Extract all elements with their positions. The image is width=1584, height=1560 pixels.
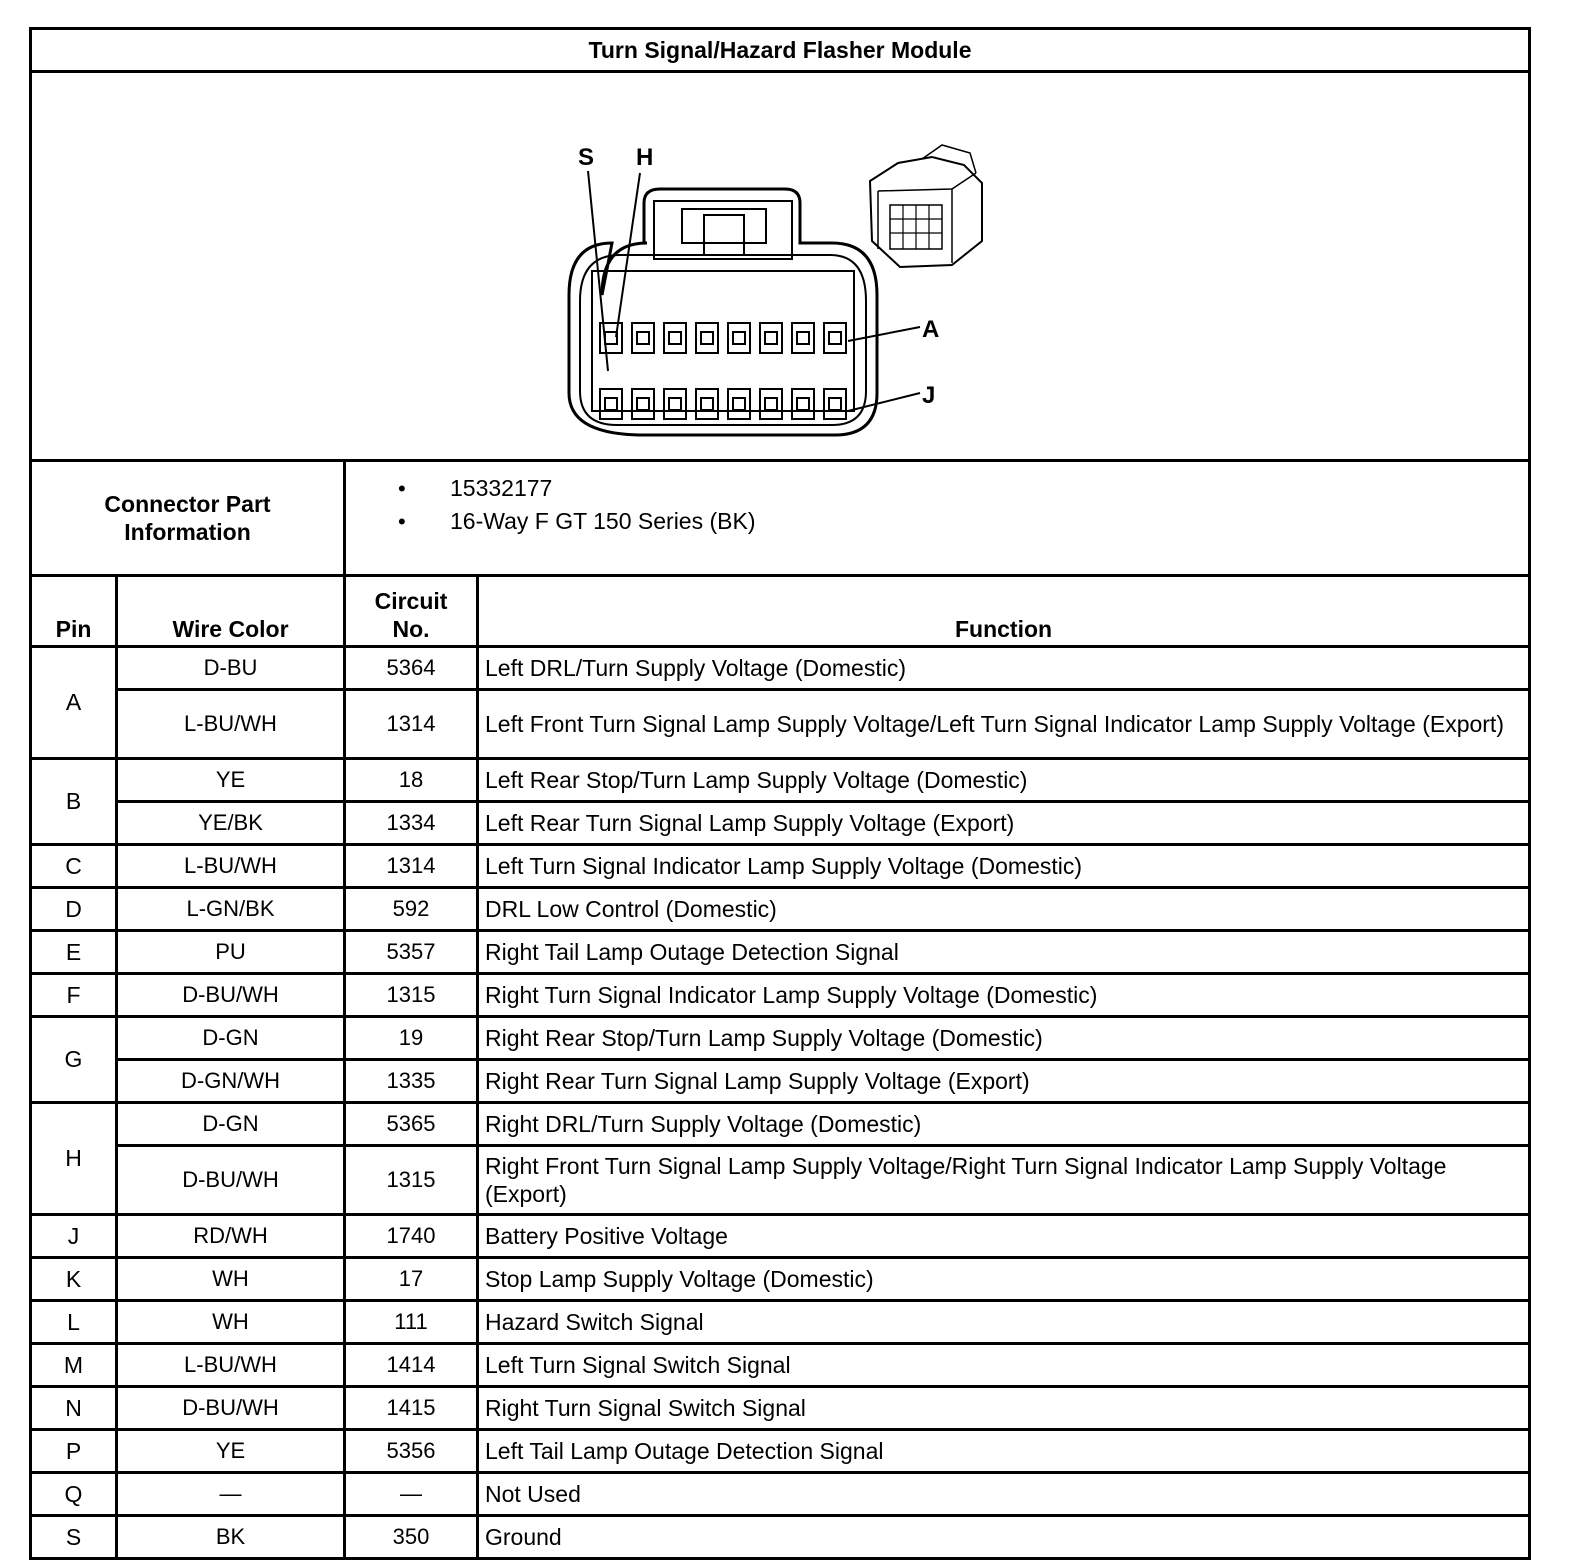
- circuit-cell: 5357: [345, 931, 478, 974]
- cavity-terminal-2-1: [605, 398, 617, 410]
- wire-color-cell: WH: [117, 1258, 345, 1301]
- table-row: [31, 759, 1530, 802]
- cavity-2-4: [696, 389, 718, 419]
- cavity-1-5: [728, 323, 750, 353]
- circuit-cell: 5356: [345, 1430, 478, 1473]
- table-row: [31, 888, 1530, 931]
- circuit-cell: —: [345, 1473, 478, 1516]
- pin-cell: G: [31, 1017, 117, 1103]
- table-row: [31, 1516, 1530, 1559]
- function-cell: DRL Low Control (Domestic): [478, 888, 1530, 931]
- connector-part-label-line2: Information: [124, 519, 251, 545]
- wire-color-cell: YE/BK: [117, 802, 345, 845]
- wire-color-cell: YE: [117, 1430, 345, 1473]
- function-cell: Right Front Turn Signal Lamp Supply Voltage/Right Turn Signal Indicator Lamp Supply Voltage (Export): [478, 1146, 1530, 1215]
- table-row: [31, 690, 1530, 759]
- cavity-2-2: [632, 389, 654, 419]
- cavity-2-5: [728, 389, 750, 419]
- pin-cell: S: [31, 1516, 117, 1559]
- page-title: Turn Signal/Hazard Flasher Module: [31, 29, 1530, 72]
- cavity-2-6: [760, 389, 782, 419]
- table-row: [31, 1060, 1530, 1103]
- circuit-cell: 19: [345, 1017, 478, 1060]
- cavity-1-3: [664, 323, 686, 353]
- header-pin: Pin: [31, 576, 117, 647]
- pin-label-s: S: [578, 144, 595, 171]
- connector-drawing: [32, 73, 1525, 459]
- cavity-2-8: [824, 389, 846, 419]
- circuit-cell: 1415: [345, 1387, 478, 1430]
- header-circuit-line2: No.: [392, 616, 430, 642]
- circuit-cell: 1740: [345, 1215, 478, 1258]
- circuit-cell: 1315: [345, 974, 478, 1017]
- cavity-1-8: [824, 323, 846, 353]
- wire-color-cell: D-BU/WH: [117, 1387, 345, 1430]
- pin-cell: N: [31, 1387, 117, 1430]
- pin-label-j: J: [922, 382, 936, 409]
- wire-color-cell: L-BU/WH: [117, 1344, 345, 1387]
- function-cell: Right Turn Signal Switch Signal: [478, 1387, 1530, 1430]
- connector-thumbnail: [870, 157, 982, 267]
- table-row: [31, 845, 1530, 888]
- function-cell: Left Tail Lamp Outage Detection Signal: [478, 1430, 1530, 1473]
- wire-color-cell: BK: [117, 1516, 345, 1559]
- circuit-cell: 1334: [345, 802, 478, 845]
- function-cell: Hazard Switch Signal: [478, 1301, 1530, 1344]
- table-row: [31, 1215, 1530, 1258]
- function-cell: Left Rear Turn Signal Lamp Supply Voltage (Export): [478, 802, 1530, 845]
- wire-color-cell: D-BU/WH: [117, 974, 345, 1017]
- header-function: Function: [478, 576, 1530, 647]
- leader-line-a: [848, 327, 920, 341]
- circuit-cell: 1315: [345, 1146, 478, 1215]
- wire-color-cell: RD/WH: [117, 1215, 345, 1258]
- wire-color-cell: PU: [117, 931, 345, 974]
- pin-cell: L: [31, 1301, 117, 1344]
- connector-part-label-line1: Connector Part: [104, 491, 271, 517]
- table-row: [31, 1344, 1530, 1387]
- pin-label-a: A: [922, 316, 940, 343]
- cavity-2-3: [664, 389, 686, 419]
- circuit-cell: 111: [345, 1301, 478, 1344]
- circuit-cell: 1314: [345, 845, 478, 888]
- wire-color-cell: D-BU: [117, 647, 345, 690]
- table-row: [31, 1387, 1530, 1430]
- table-row: [31, 1301, 1530, 1344]
- function-cell: Right Turn Signal Indicator Lamp Supply Voltage (Domestic): [478, 974, 1530, 1017]
- cavity-terminal-1-8: [829, 332, 841, 344]
- function-cell: Right DRL/Turn Supply Voltage (Domestic): [478, 1103, 1530, 1146]
- function-cell: Left Rear Stop/Turn Lamp Supply Voltage (Domestic): [478, 759, 1530, 802]
- function-cell: Left Turn Signal Indicator Lamp Supply Voltage (Domestic): [478, 845, 1530, 888]
- cavity-2-7: [792, 389, 814, 419]
- function-cell: Stop Lamp Supply Voltage (Domestic): [478, 1258, 1530, 1301]
- cavity-terminal-2-3: [669, 398, 681, 410]
- cavity-1-2: [632, 323, 654, 353]
- wire-color-cell: YE: [117, 759, 345, 802]
- function-cell: Right Rear Turn Signal Lamp Supply Voltage (Export): [478, 1060, 1530, 1103]
- cavity-terminal-2-5: [733, 398, 745, 410]
- pin-cell: M: [31, 1344, 117, 1387]
- connector-part-number: • 15332177: [398, 472, 1528, 505]
- circuit-cell: 1314: [345, 690, 478, 759]
- table-row: [31, 1258, 1530, 1301]
- wire-color-cell: D-GN: [117, 1103, 345, 1146]
- pin-cell: D: [31, 888, 117, 931]
- wire-color-cell: L-GN/BK: [117, 888, 345, 931]
- cavity-terminal-1-5: [733, 332, 745, 344]
- cavity-terminal-1-3: [669, 332, 681, 344]
- cavity-1-4: [696, 323, 718, 353]
- wire-color-cell: —: [117, 1473, 345, 1516]
- circuit-cell: 5364: [345, 647, 478, 690]
- connector-part-info: [345, 461, 1530, 576]
- table-row: [31, 931, 1530, 974]
- table-row: [31, 1473, 1530, 1516]
- cavity-terminal-2-7: [797, 398, 809, 410]
- pin-cell: K: [31, 1258, 117, 1301]
- wire-color-cell: L-BU/WH: [117, 845, 345, 888]
- cavity-terminal-1-4: [701, 332, 713, 344]
- wire-color-cell: D-GN: [117, 1017, 345, 1060]
- header-wire-color: Wire Color: [117, 576, 345, 647]
- table-row: [31, 974, 1530, 1017]
- pin-cell: E: [31, 931, 117, 974]
- table-row: [31, 647, 1530, 690]
- circuit-cell: 17: [345, 1258, 478, 1301]
- pin-cell: H: [31, 1103, 117, 1215]
- function-cell: Left Turn Signal Switch Signal: [478, 1344, 1530, 1387]
- function-cell: Left Front Turn Signal Lamp Supply Voltage/Left Turn Signal Indicator Lamp Supply Voltage (Export): [478, 690, 1530, 759]
- function-cell: Right Rear Stop/Turn Lamp Supply Voltage (Domestic): [478, 1017, 1530, 1060]
- circuit-cell: 350: [345, 1516, 478, 1559]
- connector-part-label: [31, 461, 345, 576]
- connector-part-description: • 16-Way F GT 150 Series (BK): [398, 505, 1528, 538]
- cavity-terminal-1-2: [637, 332, 649, 344]
- wire-color-cell: WH: [117, 1301, 345, 1344]
- cavity-terminal-1-6: [765, 332, 777, 344]
- cavity-1-6: [760, 323, 782, 353]
- function-cell: Ground: [478, 1516, 1530, 1559]
- circuit-cell: 18: [345, 759, 478, 802]
- pin-cell: J: [31, 1215, 117, 1258]
- pin-cell: B: [31, 759, 117, 845]
- circuit-cell: 5365: [345, 1103, 478, 1146]
- cavity-2-1: [600, 389, 622, 419]
- function-cell: Left DRL/Turn Supply Voltage (Domestic): [478, 647, 1530, 690]
- table-row: [31, 1430, 1530, 1473]
- connector-latch-tab: [704, 215, 744, 255]
- cavity-terminal-2-2: [637, 398, 649, 410]
- header-circuit-line1: Circuit: [374, 588, 448, 614]
- pin-cell: A: [31, 647, 117, 759]
- circuit-cell: 1414: [345, 1344, 478, 1387]
- pin-label-h: H: [636, 144, 654, 171]
- circuit-cell: 592: [345, 888, 478, 931]
- cavity-terminal-2-6: [765, 398, 777, 410]
- table-row: [31, 1017, 1530, 1060]
- cavity-terminal-2-8: [829, 398, 841, 410]
- cavity-grid: [600, 323, 846, 419]
- cavity-1-7: [792, 323, 814, 353]
- function-cell: Right Tail Lamp Outage Detection Signal: [478, 931, 1530, 974]
- pin-cell: F: [31, 974, 117, 1017]
- pin-cell: Q: [31, 1473, 117, 1516]
- wire-color-cell: D-GN/WH: [117, 1060, 345, 1103]
- header-circuit: [345, 576, 478, 647]
- function-cell: Battery Positive Voltage: [478, 1215, 1530, 1258]
- connector-diagram: [31, 72, 1530, 461]
- table-row: [31, 1103, 1530, 1146]
- cavity-terminal-1-7: [797, 332, 809, 344]
- table-row: [31, 1146, 1530, 1215]
- wire-color-cell: D-BU/WH: [117, 1146, 345, 1215]
- pin-cell: C: [31, 845, 117, 888]
- wire-color-cell: L-BU/WH: [117, 690, 345, 759]
- cavity-terminal-1-1: [605, 332, 617, 344]
- table-row: [31, 802, 1530, 845]
- pin-cell: P: [31, 1430, 117, 1473]
- circuit-cell: 1335: [345, 1060, 478, 1103]
- leader-line-j: [848, 393, 920, 411]
- function-cell: Not Used: [478, 1473, 1530, 1516]
- cavity-terminal-2-4: [701, 398, 713, 410]
- connector-table: [29, 27, 1531, 1560]
